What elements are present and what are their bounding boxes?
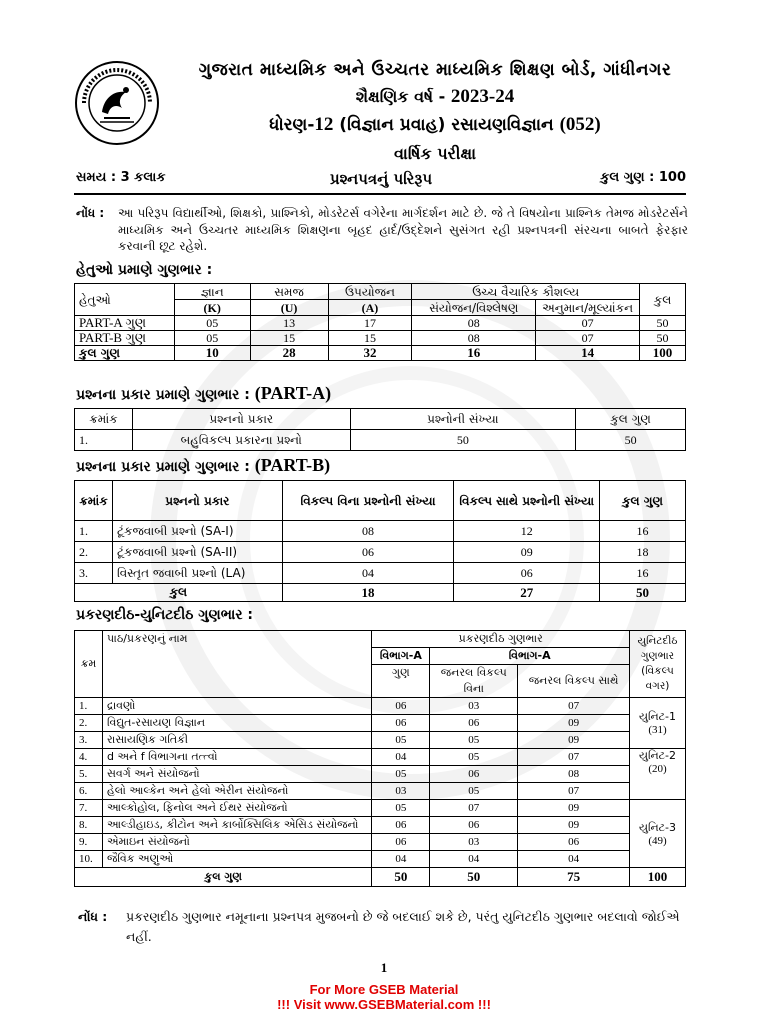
col-count: પ્રશ્નોની સંખ્યા [350, 409, 576, 430]
cell: 2. [75, 542, 113, 563]
note-label: નોંધ : [78, 909, 108, 924]
section-title-text: પ્રશ્નના પ્રકાર પ્રમાણે ગુણભાર : [76, 459, 250, 475]
divider [74, 193, 686, 195]
col-marks: કુલ ગુણ [600, 481, 686, 521]
table-row [75, 316, 686, 331]
cell: 03 [372, 783, 430, 800]
col-chapter-name: પાઠ/પ્રકરણનું નામ [102, 631, 371, 698]
table-total-row [75, 868, 686, 887]
chapter-name: હેલો આલ્કેન અને હેલો એરીન સંયોજનો [102, 783, 371, 800]
cell: 15 [328, 331, 412, 346]
cell: 07 [536, 316, 640, 331]
cell: 05 [430, 783, 518, 800]
board-name: ગુજરાત માધ્યમિક અને ઉચ્ચતર માધ્યમિક શિક્ષણ બોર્ડ, ગાંધીનગર [198, 60, 672, 80]
table-row [75, 783, 686, 800]
cell: 16 [600, 521, 686, 542]
cell: વિસ્તૃત જવાબી પ્રશ્નો (LA) [112, 563, 282, 584]
academic-year: 2023-24 [450, 86, 515, 107]
cell: 05 [372, 800, 430, 817]
cell: 14 [536, 346, 640, 361]
cell: 10 [174, 346, 250, 361]
note-label: નોંધ : [76, 206, 105, 220]
cell: 10. [75, 851, 103, 868]
cell: 50 [640, 331, 686, 346]
unit-value: (49) [648, 834, 667, 847]
cell: 27 [454, 584, 600, 602]
table-total-row [75, 346, 686, 361]
promo-line-1: For More GSEB Material [309, 982, 459, 997]
cell: 6. [75, 783, 103, 800]
cell: 7. [75, 800, 103, 817]
col-with-choice: વિકલ્પ સાથે પ્રશ્નોની સંખ્યા [454, 481, 600, 521]
cell: 50 [350, 430, 576, 451]
row-label: PART-B ગુણ [75, 331, 175, 346]
cell: 100 [640, 346, 686, 361]
table-row [75, 331, 686, 346]
col-application: ઉપયોજન [328, 284, 412, 300]
page-number: 1 [380, 960, 388, 975]
subject-line [175, 114, 695, 136]
cell: 09 [518, 732, 630, 749]
cell: 08 [412, 316, 536, 331]
cell: 09 [454, 542, 600, 563]
cell: 1. [75, 430, 133, 451]
cell: 04 [372, 851, 430, 868]
col-type: પ્રશ્નનો પ્રકાર [132, 409, 350, 430]
meta-row [76, 170, 686, 190]
total-label: કુલ ગુણ [75, 868, 372, 887]
col-chapter-weight: પ્રકરણદીઠ ગુણભાર [372, 631, 630, 648]
cell: 50 [600, 584, 686, 602]
promo-link[interactable]: !!! Visit www.GSEBMaterial.com !!! [277, 997, 491, 1012]
cell: 06 [430, 766, 518, 783]
note-text: પ્રકરણદીઠ ગુણભાર નમૂનાના પ્રશ્નપત્ર મુજબનો છે જે બદલાઈ શકે છે, પરંતુ યુનિટદીઠ ગુણભાર બદલાવો જોઈએ નહીં. [126, 909, 680, 944]
col-no: ક્રમાંક [75, 481, 113, 521]
cell: 06 [430, 817, 518, 834]
table-row [75, 715, 686, 732]
academic-year-label: શૈક્ષણિક વર્ષ - [355, 87, 446, 106]
chapter-name: જૈવિક અણુઓ [102, 851, 371, 868]
table-row [75, 521, 686, 542]
paper-pattern-title: પ્રશ્નપત્રનું પરિરૂપ [329, 170, 433, 188]
part-label: (PART-A) [254, 383, 332, 403]
cell: 32 [328, 346, 412, 361]
unit-weight-cell [629, 800, 685, 868]
col-purpose: હેતુઓ [75, 284, 175, 316]
cell: 05 [372, 732, 430, 749]
col-type: પ્રશ્નનો પ્રકાર [112, 481, 282, 521]
col-synthesis: સંયોજન/વિશ્લેષણ [412, 300, 536, 316]
col-section-a: વિભાગ-A [372, 648, 430, 665]
cell: 16 [412, 346, 536, 361]
part-b-table [74, 480, 686, 602]
col-general-with-choice: જનરલ વિકલ્પ સાથે [518, 665, 630, 698]
cell: 04 [430, 851, 518, 868]
chapter-name: એમાઇન સંયોજનો [102, 834, 371, 851]
table-row [75, 800, 686, 817]
cell: 06 [372, 834, 430, 851]
cell: 15 [250, 331, 328, 346]
stream-subject: (વિજ્ઞાન પ્રવાહ) રસાયણવિજ્ઞાન [339, 115, 554, 135]
table-row [75, 851, 686, 868]
cell: 05 [430, 732, 518, 749]
chapter-name: આલ્ડીહાઇડ, કીટોન અને કાર્બોક્સિલિક એસિડ સંયોજનો [102, 817, 371, 834]
col-application-code: (A) [328, 300, 412, 316]
cell: 4. [75, 749, 103, 766]
cell: 08 [412, 331, 536, 346]
cell: 75 [518, 868, 630, 887]
cell: 18 [600, 542, 686, 563]
cell: 8. [75, 817, 103, 834]
table-row [75, 698, 686, 715]
cell: 17 [328, 316, 412, 331]
col-total: કુલ [640, 284, 686, 316]
table-row [75, 542, 686, 563]
cell: 9. [75, 834, 103, 851]
note-text: આ પરિરૂપ વિદ્યાર્થીઓ, શિક્ષકો, પ્રાશ્નિકો, મોડરેટર્સ વગેરેના માર્ગદર્શન માટે છે. જે તે વિષયોના પ્રાશ્નિક તેમજ મોડરેટર્સને માધ્યમિક અને ઉચ્ચતર માધ્યમિક શિક્ષણના બૃહદ હાર્દ/ઉદ્દેશને સુસંગત રહી પ્રશ્નપત્રની સંરચના બાબતે ફેરફાર કરવાની છૂટ રહેશે. [118, 206, 688, 253]
col-no: ક્રમાંક [75, 409, 133, 430]
unit-name: યુનિટ-1 [638, 710, 677, 723]
table-row [75, 749, 686, 766]
chapter-name: d અને f વિભાગના તત્ત્વો [102, 749, 371, 766]
cell: 07 [518, 698, 630, 715]
unit-weight-cell [629, 698, 685, 749]
cell: 18 [282, 584, 454, 602]
cell: 05 [174, 316, 250, 331]
cell: 06 [518, 834, 630, 851]
chapter-name: આલ્કોહોલ, ફિનોલ અને ઈથર સંયોજનો [102, 800, 371, 817]
cell: 04 [282, 563, 454, 584]
total-label: કુલ [75, 584, 283, 602]
table-row [75, 430, 686, 451]
col-marks: ગુણ [372, 665, 430, 698]
cell: 06 [454, 563, 600, 584]
col-knowledge-code: (K) [174, 300, 250, 316]
cell: 08 [518, 766, 630, 783]
cell: 50 [640, 316, 686, 331]
table-row [75, 563, 686, 584]
section-title-text: પ્રશ્નના પ્રકાર પ્રમાણે ગુણભાર : [76, 387, 250, 403]
cell: ટૂંકજવાબી પ્રશ્નો (SA-II) [112, 542, 282, 563]
cell: 50 [430, 868, 518, 887]
cell: ટૂંકજવાબી પ્રશ્નો (SA-I) [112, 521, 282, 542]
unit-weight-cell [629, 749, 685, 800]
chapter-name: દ્રાવણો [102, 698, 371, 715]
cell: બહુવિકલ્પ પ્રકારના પ્રશ્નો [132, 430, 350, 451]
section-title-chapter-weight: પ્રકરણદીઠ-યુનિટદીઠ ગુણભાર : [76, 607, 254, 623]
chapter-weight-table [74, 630, 686, 887]
table-row [75, 817, 686, 834]
col-hots: ઉચ્ચ વૈચારિક કૌશલ્ય [412, 284, 640, 300]
cell: 28 [250, 346, 328, 361]
cell: 05 [174, 331, 250, 346]
part-a-table [74, 408, 686, 451]
unit-name: યુનિટ-2 [638, 749, 677, 762]
chapter-name: વિદ્યુત-રસાયણ વિજ્ઞાન [102, 715, 371, 732]
table-row [75, 834, 686, 851]
col-knowledge: જ્ઞાન [174, 284, 250, 300]
col-understanding-code: (U) [250, 300, 328, 316]
col-no: ક્રમ [75, 631, 103, 698]
cell: 06 [372, 817, 430, 834]
section-title-part-a [76, 383, 331, 404]
row-label: PART-A ગુણ [75, 316, 175, 331]
academic-year-line [175, 86, 695, 108]
board-logo-seal [74, 60, 160, 146]
cell: 07 [518, 749, 630, 766]
section-title-purpose-weight: હેતુઓ પ્રમાણે ગુણભાર : [76, 262, 213, 278]
cell: 13 [250, 316, 328, 331]
cell: 06 [282, 542, 454, 563]
table-total-row [75, 584, 686, 602]
unit-value: (20) [648, 763, 667, 775]
unit-value: (31) [648, 724, 667, 736]
section-title-part-b [76, 455, 330, 476]
cell: 50 [576, 430, 686, 451]
note-top [76, 205, 688, 255]
col-general-without-choice: જનરલ વિકલ્પ વિના [430, 665, 518, 698]
cell: 1. [75, 521, 113, 542]
unit-name: યુનિટ-3 [638, 820, 677, 834]
table-row [75, 732, 686, 749]
cell: 04 [518, 851, 630, 868]
col-understanding: સમજ [250, 284, 328, 300]
cell: 16 [600, 563, 686, 584]
chapter-name: સવર્ગ અને સંયોજનો [102, 766, 371, 783]
col-marks: કુલ ગુણ [576, 409, 686, 430]
cell: 08 [282, 521, 454, 542]
cell: 09 [518, 800, 630, 817]
col-section-a-choice: વિભાગ-A [430, 648, 630, 665]
std-number: 12 [314, 114, 334, 135]
purpose-weight-table [74, 283, 686, 361]
total-marks: કુલ ગુણ : 100 [600, 170, 686, 185]
cell: 06 [430, 715, 518, 732]
exam-name: વાર્ષિક પરીક્ષા [393, 144, 477, 163]
cell: 5. [75, 766, 103, 783]
cell: 09 [518, 817, 630, 834]
col-evaluation: અનુમાન/મૂલ્યાંકન [536, 300, 640, 316]
cell: 07 [518, 783, 630, 800]
cell: 50 [372, 868, 430, 887]
chapter-name: રાસાયણિક ગતિકી [102, 732, 371, 749]
subject-code: (052) [559, 114, 601, 135]
cell: 3. [75, 563, 113, 584]
exam-time: સમય : 3 કલાક [76, 170, 166, 185]
std-prefix: ધોરણ- [269, 115, 315, 135]
total-label: કુલ ગુણ [75, 346, 175, 361]
cell: 05 [372, 766, 430, 783]
cell: 09 [518, 715, 630, 732]
cell: 03 [430, 698, 518, 715]
cell: 04 [372, 749, 430, 766]
cell: 12 [454, 521, 600, 542]
cell: 2. [75, 715, 103, 732]
cell: 06 [372, 698, 430, 715]
table-row [75, 766, 686, 783]
col-without-choice: વિકલ્પ વિના પ્રશ્નોની સંખ્યા [282, 481, 454, 521]
cell: 3. [75, 732, 103, 749]
cell: 03 [430, 834, 518, 851]
cell: 06 [372, 715, 430, 732]
cell: 1. [75, 698, 103, 715]
note-bottom [78, 907, 688, 947]
part-label: (PART-B) [254, 455, 331, 475]
cell: 07 [536, 331, 640, 346]
cell: 100 [629, 868, 685, 887]
cell: 07 [430, 800, 518, 817]
col-unit-weight: યુનિટદીઠ ગુણભાર (વિકલ્પ વગર) [629, 631, 685, 698]
cell: 05 [430, 749, 518, 766]
